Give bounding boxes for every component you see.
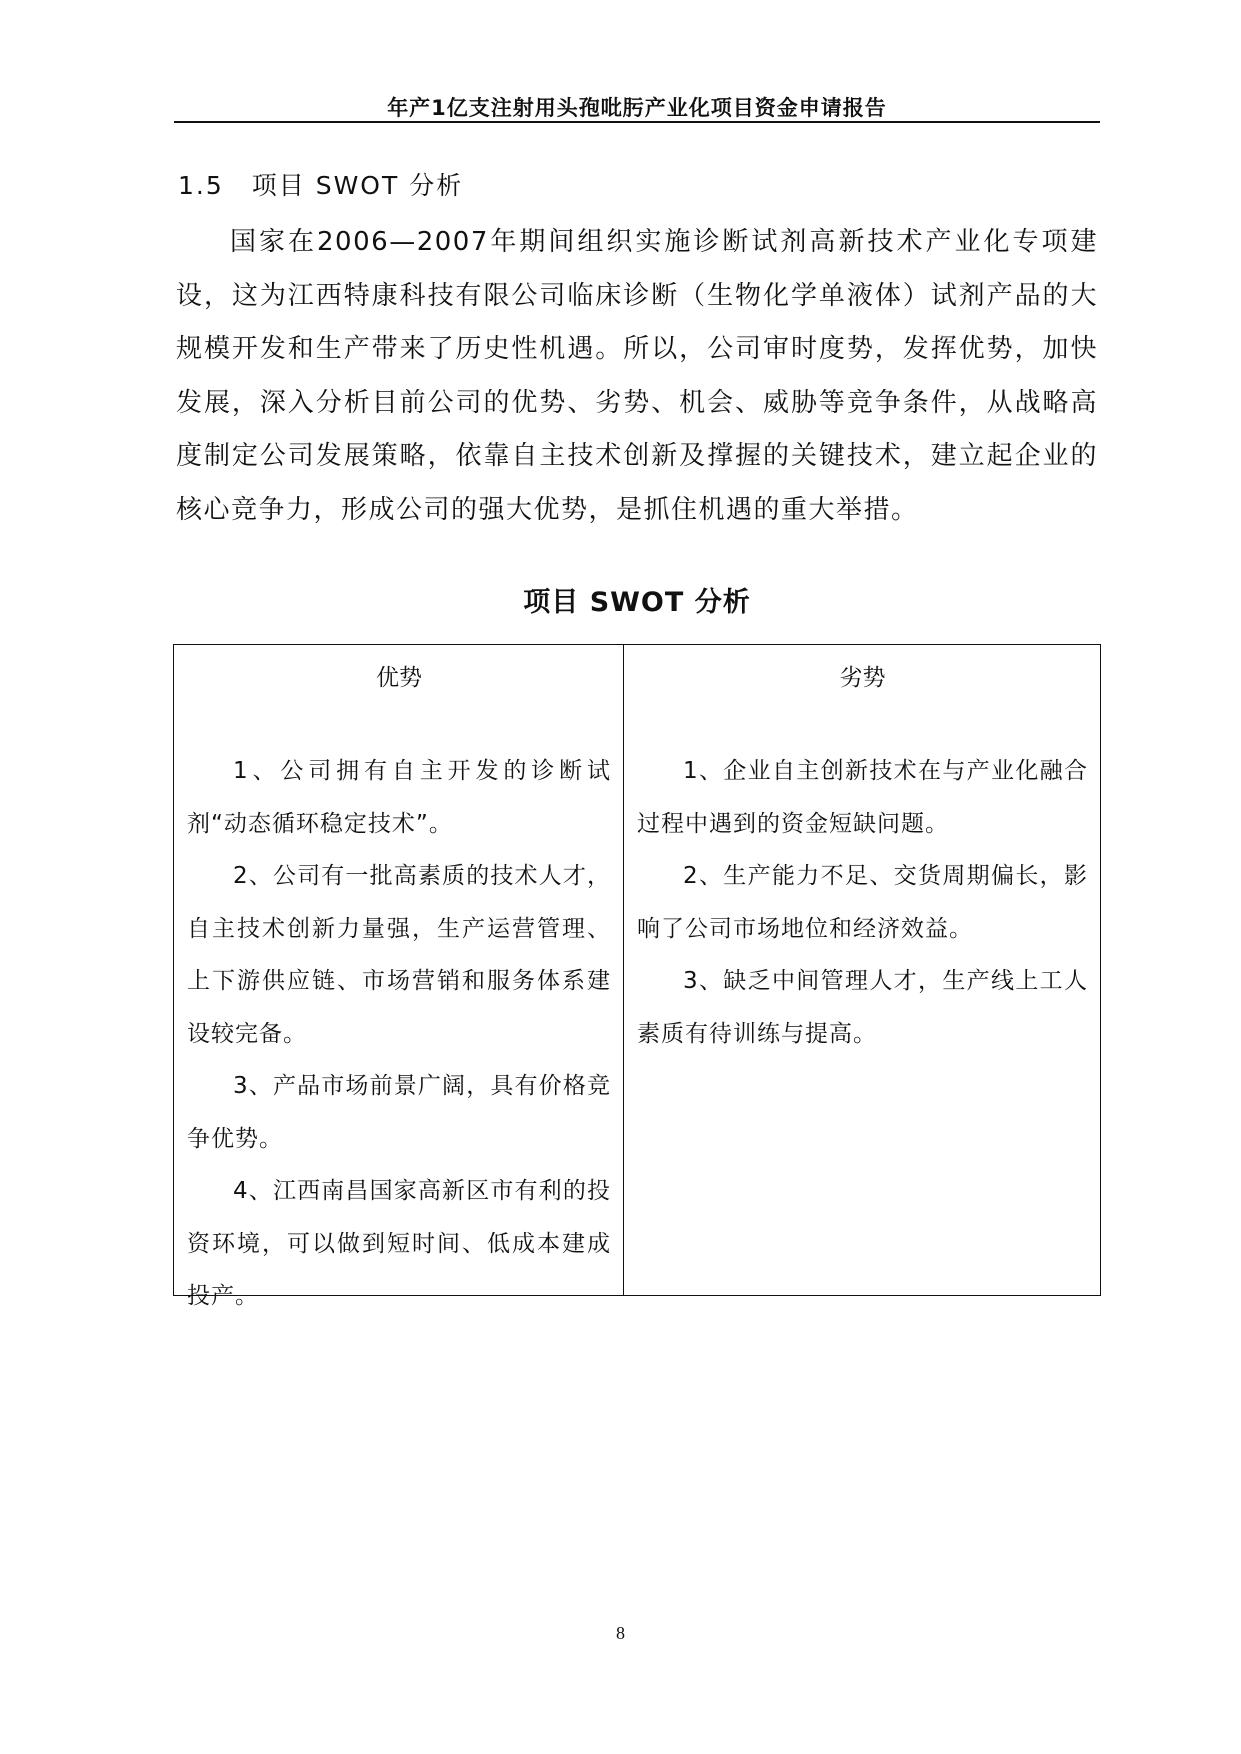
strengths-column	[174, 645, 624, 1309]
weaknesses-header: 劣势	[839, 665, 886, 691]
header-rule	[174, 121, 1100, 123]
strength-item: 2、公司有一批高素质的技术人才，自主技术创新力量强，生产运营管理、上下游供应链、市场营销和服务体系建设较完备。	[187, 863, 611, 1047]
section-heading	[178, 166, 463, 202]
weakness-item: 3、缺乏中间管理人才，生产线上工人素质有待训练与提高。	[637, 968, 1088, 1047]
weakness-item: 2、生产能力不足、交货周期偏长，影响了公司市场地位和经济效益。	[637, 863, 1088, 942]
strength-item: 1、公司拥有自主开发的诊断试剂“动态循环稳定技术”。	[187, 758, 611, 837]
section-title: 项目 SWOT 分析	[251, 171, 464, 200]
strengths-list	[187, 745, 611, 1323]
section-number: 1.5	[178, 171, 224, 200]
strength-item: 4、江西南昌国家高新区市有利的投资环境，可以做到短时间、低成本建成投产。	[187, 1178, 611, 1309]
weakness-item: 1、企业自主创新技术在与产业化融合过程中遇到的资金短缺问题。	[637, 758, 1088, 837]
weaknesses-list	[637, 745, 1088, 1060]
page-number: 8	[616, 1623, 625, 1643]
table-title: 项目 SWOT 分析	[523, 587, 751, 618]
strengths-header: 优势	[376, 665, 422, 691]
running-header: 年产1亿支注射用头孢吡肟产业化项目资金申请报告	[387, 96, 887, 120]
swot-table	[173, 644, 1101, 1309]
body-paragraph: 国家在2006—2007年期间组织实施诊断试剂高新技术产业化专项建设，这为江西特康科技有限公司临床诊断（生物化学单液体）试剂产品的大规模开发和生产带来了历史性机遇。所以，公司审时度势，发挥优势，加快发展，深入分析目前公司的优势、劣势、机会、威胁等竞争条件，从战略高度制定公司发展策略，依靠自主技术创新及撑握的关键技术，建立起企业的核心竞争力，形成公司的强大优势，是抓住机遇的重大举措。	[176, 227, 1098, 525]
weaknesses-column	[624, 645, 1100, 1295]
strength-item: 3、产品市场前景广阔，具有价格竞争优势。	[187, 1073, 611, 1152]
